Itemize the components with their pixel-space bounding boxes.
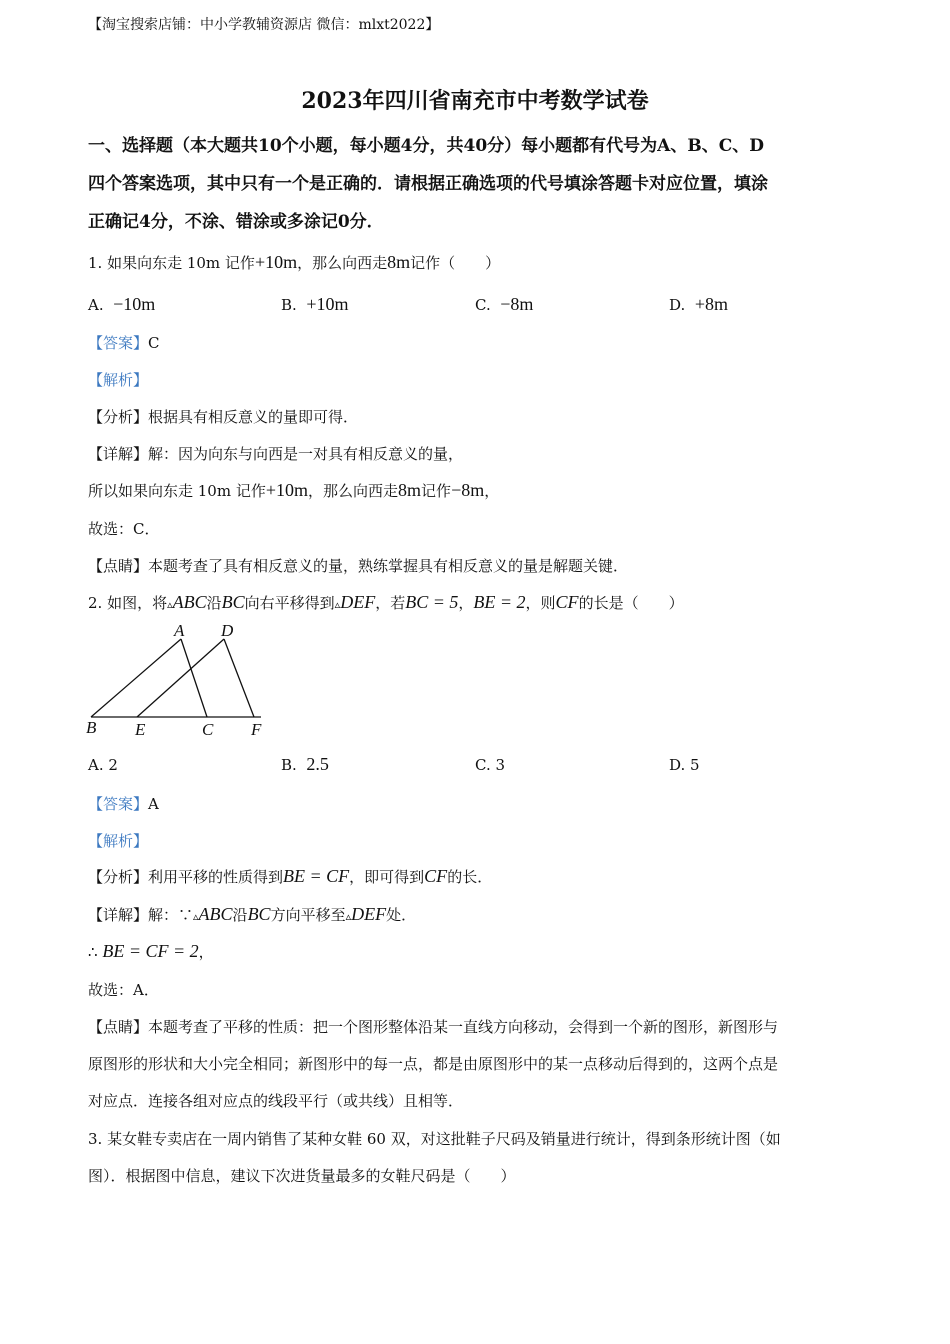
q1-option-d: D. +8m	[669, 294, 728, 314]
label-e: E	[135, 720, 146, 739]
q1-stem-text: 记作（ ）	[410, 254, 501, 272]
q2-dianjing-line-1: 【点睛】本题考查了平移的性质：把一个图形整体沿某一直线方向移动，会得到一个新的图形，新图形与	[88, 1018, 779, 1036]
q2-stem: 2. 如图，将▵ABC沿BC向右平移得到▵DEF，若BC = 5，BE = 2，则CF的长是（ ）	[88, 592, 684, 612]
q2-option-a: A. 2	[88, 756, 118, 774]
q1-answer	[88, 332, 160, 353]
q1-choice: 故选：C．	[88, 520, 160, 538]
label-f: F	[251, 720, 262, 739]
q1-option-a: A. −10m	[88, 294, 156, 314]
label-d: D	[221, 621, 234, 640]
q2-option-b: B. 2.5	[281, 754, 329, 774]
q1-math-plus10m: +10m	[254, 252, 298, 272]
q1-stem	[88, 252, 500, 273]
q2-choice: 故选：A．	[88, 981, 159, 999]
q2-therefore: ∴ BE = CF = 2，	[88, 941, 214, 961]
q2-fenxi: 【分析】利用平移的性质得到BE = CF，即可得到CF的长．	[88, 866, 493, 886]
triangle-translation-figure	[85, 620, 275, 742]
q1-fenxi: 【分析】根据具有相反意义的量即可得．	[88, 408, 359, 426]
q1-math-8m: 8m	[387, 252, 411, 272]
section-heading-line-2: 四个答案选项，其中只有一个是正确的．请根据正确选项的代号填涂答题卡对应位置，填涂	[88, 174, 768, 194]
side-df	[224, 639, 254, 717]
q2-answer: 【答案】A	[88, 795, 159, 813]
page-title: 2023年四川省南充市中考数学试卷	[301, 88, 649, 114]
side-ab	[91, 639, 181, 717]
q1-dianjing: 【点睛】本题考查了具有相反意义的量，熟练掌握具有相反意义的量是解题关键．	[88, 557, 629, 575]
label-c: C	[202, 720, 214, 739]
side-ed	[137, 639, 224, 717]
q1-option-c: C. −8m	[475, 294, 534, 314]
q3-stem-line-1: 3. 某女鞋专卖店在一周内销售了某种女鞋 60 双，对这批鞋子尺码及销量进行统计，得到条形统计图（如	[88, 1130, 781, 1148]
label-a: A	[174, 621, 185, 640]
q2-xiangjie: 【详解】解：∵▵ABC沿BC方向平移至▵DEF处．	[88, 904, 417, 924]
q1-stem-text: ，那么向西走	[297, 254, 388, 272]
q1-stem-text: 1. 如果向东走 10m 记作	[88, 254, 255, 272]
side-ac	[181, 639, 207, 717]
q1-analysis-tag: 【解析】	[88, 371, 149, 389]
q2-option-c: C. 3	[475, 756, 506, 774]
section-heading-line-3: 正确记4分，不涂、错涂或多涂记0分．	[88, 212, 384, 232]
q2-analysis-tag: 【解析】	[88, 832, 149, 850]
q2-dianjing-line-2: 原图形的形状和大小完全相同；新图形中的每一点，都是由原图形中的某一点移动后得到的，这两个点是	[88, 1055, 779, 1073]
q1-option-b: B. +10m	[281, 294, 349, 314]
q2-option-d: D. 5	[669, 756, 700, 774]
q1-xiangjie: 【详解】解：因为向东与向西是一对具有相反意义的量，	[88, 445, 464, 463]
answer-value: C	[148, 334, 160, 352]
q1-explanation-line: 所以如果向东走 10m 记作+10m，那么向西走8m记作−8m，	[88, 480, 500, 500]
header-banner: 【淘宝搜索店铺：中小学教辅资源店 微信：mlxt2022】	[88, 17, 440, 33]
section-heading-line-1: 一、选择题（本大题共10个小题，每小题4分，共40分）每小题都有代号为A、B、C、D	[88, 136, 764, 156]
q2-dianjing-line-3: 对应点．连接各组对应点的线段平行（或共线）且相等．	[88, 1092, 464, 1110]
label-b: B	[86, 718, 97, 737]
answer-tag: 【答案】	[88, 334, 149, 352]
q3-stem-line-2: 图）．根据图中信息，建议下次进货量最多的女鞋尺码是（ ）	[88, 1167, 516, 1185]
